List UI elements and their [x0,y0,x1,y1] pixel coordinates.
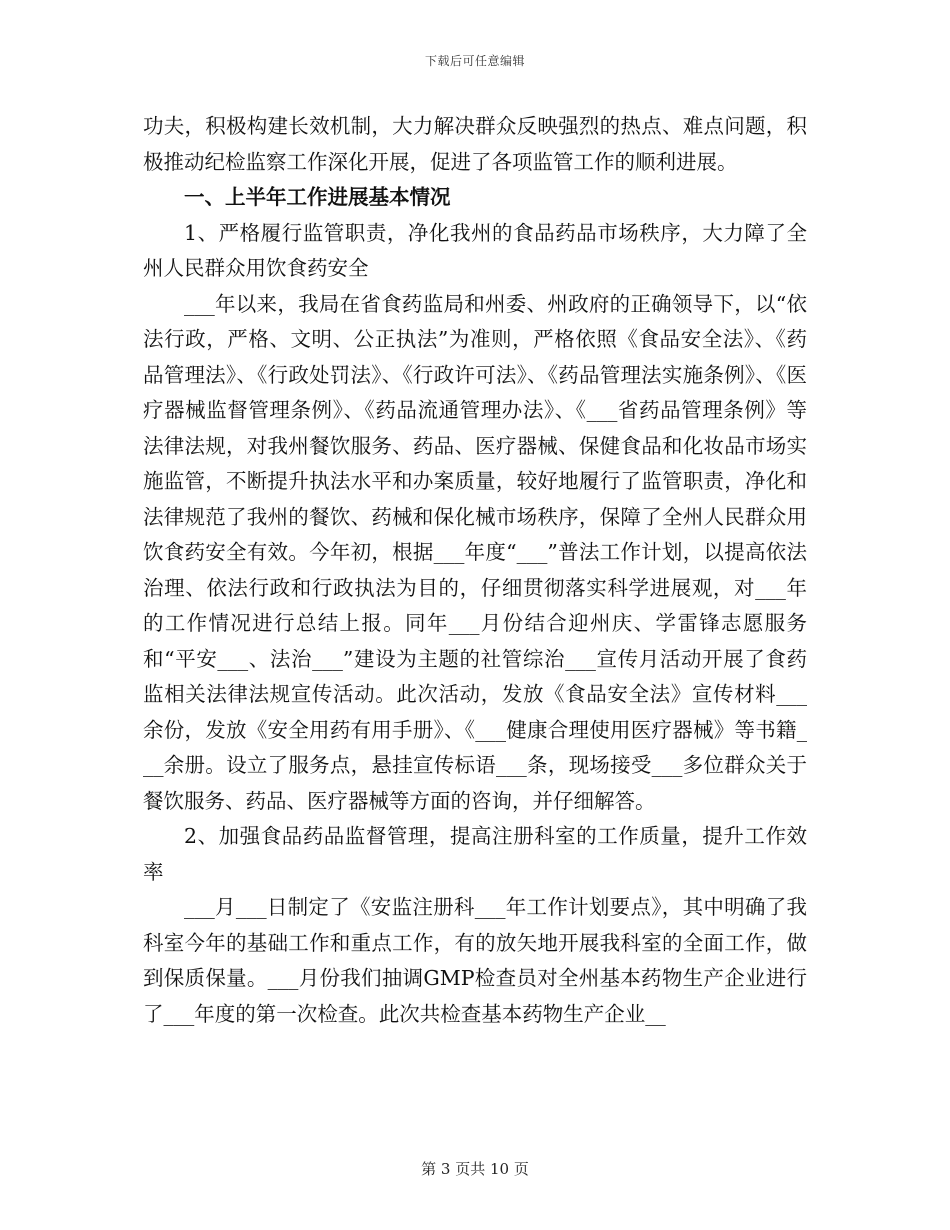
subsection-title-2: 2、加强食品药品监督管理，提高注册科室的工作质量，提升工作效率 [143,824,807,884]
paragraph-body-1: ___年以来，我局在省食药监局和州委、州政府的正确领导下，以“依法行政，严格、文明、公正执法”为准则，严格依照《食品安全法》、《药品管理法》、《行政处罚法》、《行政许可法》、《药品管理法实施条例》、《医疗器械监督管理条例》、《药品流通管理办法》、《___省药品管理条例》等法律法规，对我州餐饮服务、药品、医疗器械、保健食品和化妆品市场实施监管，不断提升执法水平和办案质量，较好地履行了监管职责，净化和法律规范了我州的餐饮、药械和保化械市场秩序，保障了全州人民群众用饮食药安全有效。今年初，根据___年度“___”普法工作计划，以提高依法治理、依法行政和行政执法为目的，仔细贯彻落实科学进展观，对___年的工作情况进行总结上报。同年___月份结合迎州庆、学雷锋志愿服务和“平安___、法治___”建设为主题的社管综治___宣传月活动开展了食药监相关法律法规宣传活动。此次活动，发放《食品安全法》宣传材料___余份，发放《安全用药有用手册》、《___健康合理使用医疗器械》等书籍___余册。设立了服务点，悬挂宣传标语___条，现场接受___多位群众关于餐饮服务、药品、医疗器械等方面的咨询，并仔细解答。 [143,291,807,813]
section-heading: 一、上半年工作进展基本情况 [184,185,451,209]
subsection-title-1: 1、严格履行监管职责，净化我州的食品药品市场秩序，大力障了全州人民群众用饮食药安全 [143,220,807,280]
page-footer: 第 3 页共 10 页 [421,1160,529,1178]
paragraph-continuation: 功夫，积极构建长效机制，大力解决群众反映强烈的热点、难点问题，积极推动纪检监察工作深化开展，促进了各项监管工作的顺利进展。 [143,114,807,174]
page-header: 下载后可任意编辑 [424,54,525,68]
paragraph-body-2: ___月___日制定了《安监注册科___年工作计划要点》，其中明确了我科室今年的基础工作和重点工作，有的放矢地开展我科室的全面工作，做到保质保量。___月份我们抽调GMP检查员对全州基本药物生产企业进行了___年度的第一次检查。此次共检查基本药物生产企业__ [143,895,807,1026]
document-body [143,109,807,1032]
